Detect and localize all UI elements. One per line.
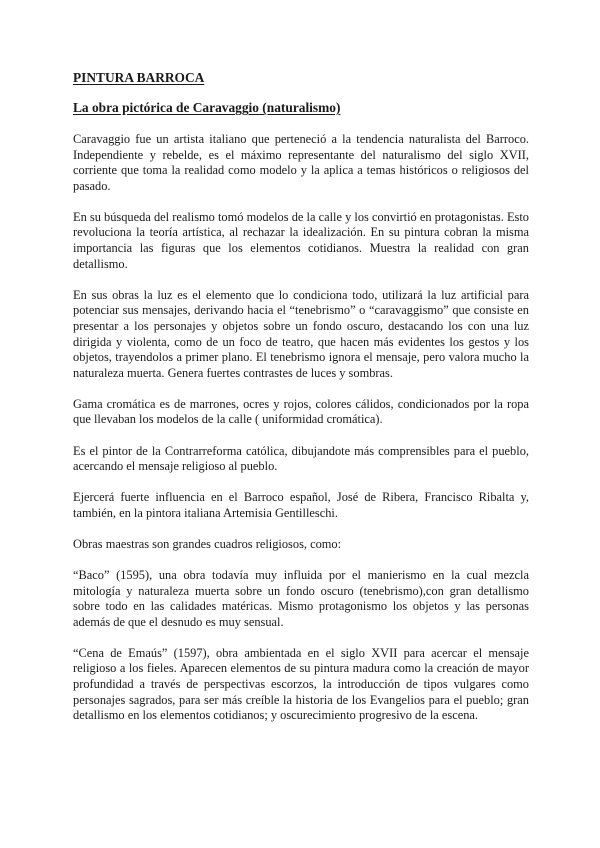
paragraph-color-range: Gama cromática es de marrones, ocres y rojos, colores cálidos, condicionados por la ropa que llevaban los modelos de la calle ( uniformidad cromática). <box>73 396 529 427</box>
paragraph-intro: Caravaggio fue un artista italiano que perteneció a la tendencia naturalista del Barroco. Independiente y rebelde, es el máximo representante del naturalismo del siglo XVII, corriente que toma la realidad como modelo y la aplica a temas históricos o religiosos del pasado. <box>73 132 529 193</box>
paragraph-influence: Ejercerá fuerte influencia en el Barroco español, José de Ribera, Francisco Ribalta y, también, en la pintora italiana Artemisia Gentilleschi. <box>73 490 529 520</box>
paragraph-light: En sus obras la luz es el elemento que lo condiciona todo, utilizará la luz artificial para potenciar sus mensajes, derivando hacia el “tenebrismo” o “caravaggismo” que consiste en presentar a los personajes y objetos sobre un fondo oscuro, destacando los con una luz dirigida y violenta, como de un foco de teatro, que hacen más evidentes los gestos y los objetos, trayendolos a primer plano. El tenebrismo ignora el mensaje, pero valora mucho la naturaleza muerta. Genera fuertes contrastes de luces y sombras. <box>73 287 529 380</box>
paragraph-counter-reformation: Es el pintor de la Contrarreforma católica, dibujandote más comprensibles para el pueblo, acercando el mensaje religioso al pueblo. <box>73 443 529 474</box>
document-title: PINTURA BARROCA <box>73 70 205 85</box>
paragraph-realism: En su búsqueda del realismo tomó modelos de la calle y los convirtió en protagonistas. Esto revoluciona la teoría artística, al rechazar la idealización. En su pintura cobran la misma importancia las figuras que los elementos cotidianos. Muestra la realidad con gran detallismo. <box>73 209 529 271</box>
document-body <box>73 70 529 739</box>
paragraph-cena-de-emaus: “Cena de Emaús” (1597), obra ambientada en el siglo XVII para acercar el mensaje religioso a los fieles. Aparecen elementos de su pintura madura como la creación de mayor profundidad a través de perspectivas escorzos, la introducción de tipos vulgares como personajes sagrados, para ser más creíble la historia de los Evangelios para el pueblo; gran detallismo en los elementos cotidianos; y oscurecimiento progresivo de la escena. <box>73 645 529 723</box>
document-subtitle: La obra pictórica de Caravaggio (naturalismo) <box>73 100 341 115</box>
paragraph-masterpieces: Obras maestras son grandes cuadros religiosos, como: <box>73 536 342 551</box>
paragraph-baco: “Baco” (1595), una obra todavía muy influida por el manierismo en la cual mezcla mitología y naturaleza muerta sobre un fondo oscuro (tenebrismo),con gran detallismo sobre todo en las calidades matéricas. Mismo protagonismo los objetos y las personas además de que el desnudo es muy sensual. <box>73 567 529 629</box>
